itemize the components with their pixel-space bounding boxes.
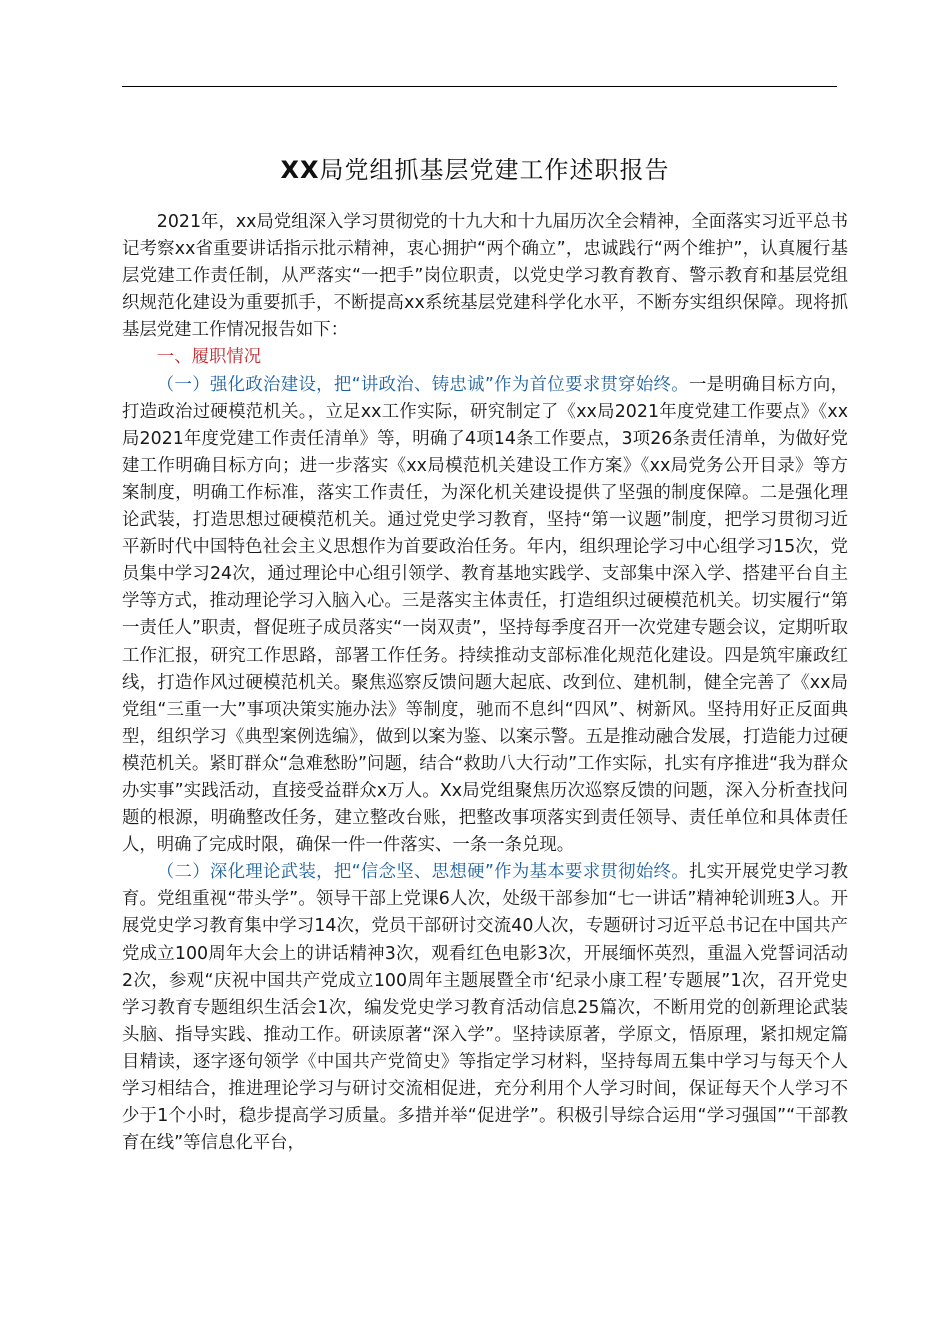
document-title: [0, 150, 950, 185]
title-bold-part: XX: [280, 156, 320, 184]
subsection-2-body: 扎实开展党史学习教育。党组重视“带头学”。领导干部上党课6人次，处级干部参加“七一讲话”精神轮训班3人。开展党史学习教育集中学习14次，党员干部研讨交流40人次，专题研讨习近平总书记在中国共产党成立100周年大会上的讲话精神3次，观看红色电影3次，开展缅怀英烈，重温入党誓词活动2次，参观“庆祝中国共产党成立100周年主题展暨全市‘纪录小康工程’专题展”1次，召开党史学习教育专题组织生活会1次，编发党史学习教育活动信息25篇次，不断用党的创新理论武装头脑、指导实践、推动工作。研读原著“深入学”。坚持读原著，学原文，悟原理，紧扣规定篇目精读，逐字逐句领学《中国共产党简史》等指定学习材料，坚持每周五集中学习与每天个人学习相结合，推进理论学习与研讨交流相促进，充分利用个人学习时间，保证每天个人学习不少于1个小时，稳步提高学习质量。多措并举“促进学”。积极引导综合运用“学习强国”“干部教育在线”等信息化平台，: [122, 862, 848, 1154]
subsection-2-paragraph: [122, 859, 848, 1157]
title-text: 局党组抓基层党建工作述职报告: [319, 156, 670, 184]
subsection-heading-2: （二）深化理论武装，把“信念坚、思想硬”作为基本要求贯彻始终。: [156, 862, 689, 883]
header-rule: [122, 86, 837, 87]
section-heading-1: 一、履职情况: [156, 347, 262, 368]
subsection-heading-1: （一）强化政治建设，把“讲政治、铸忠诚”作为首位要求贯穿始终。: [156, 374, 689, 395]
intro-paragraph: 2021年，xx局党组深入学习贯彻党的十九大和十九届历次全会精神，全面落实习近平总书记考察xx省重要讲话指示批示精神，衷心拥护“两个确立”，忠诚践行“两个维护”，认真履行基层党建工作责任制，从严落实“一把手”岗位职责，以党史学习教育教育、警示教育和基层党组织规范化建设为重要抓手，不断提高xx系统基层党建科学化水平，不断夯实组织保障。现将抓基层党建工作情况报告如下：: [122, 212, 848, 341]
document-body: [122, 209, 848, 1157]
subsection-1-body: 一是明确目标方向，打造政治过硬模范机关。，立足xx工作实际，研究制定了《xx局2021年度党建工作要点》《xx局2021年度党建工作责任清单》等，明确了4项14条工作要点，3项26条责任清单，为做好党建工作明确目标方向；进一步落实《xx局模范机关建设工作方案》《xx局党务公开目录》等方案制度，明确工作标准，落实工作责任，为深化机关建设提供了坚强的制度保障。二是强化理论武装，打造思想过硬模范机关。通过党史学习教育，坚持“第一议题”制度，把学习贯彻习近平新时代中国特色社会主义思想作为首要政治任务。年内，组织理论学习中心组学习15次，党员集中学习24次，通过理论中心组引领学、教育基地实践学、支部集中深入学、搭建平台自主学等方式，推动理论学习入脑入心。三是落实主体责任，打造组织过硬模范机关。切实履行“第一责任人”职责，督促班子成员落实“一岗双责”，坚持每季度召开一次党建专题会议，定期听取工作汇报，研究工作思路，部署工作任务。持续推动支部标准化规范化建设。四是筑牢廉政红线，打造作风过硬模范机关。聚焦巡察反馈问题大起底、改到位、建机制，健全完善了《xx局党组“三重一大”事项决策实施办法》等制度，驰而不息纠“四风”、树新风。坚持用好正反面典型，组织学习《典型案例选编》，做到以案为鉴、以案示警。五是推动融合发展，打造能力过硬模范机关。紧盯群众“急难愁盼”问题，结合“救助八大行动”工作实际，扎实有序推进“我为群众办实事”实践活动，直接受益群众x万人。Xx局党组聚焦历次巡察反馈的问题，深入分析查找问题的根源，明确整改任务，建立整改台账，把整改事项落实到责任领导、责任单位和具体责任人，明确了完成时限，确保一件一件落实、一条一条兑现。: [122, 374, 848, 856]
subsection-1-paragraph: [122, 372, 848, 860]
